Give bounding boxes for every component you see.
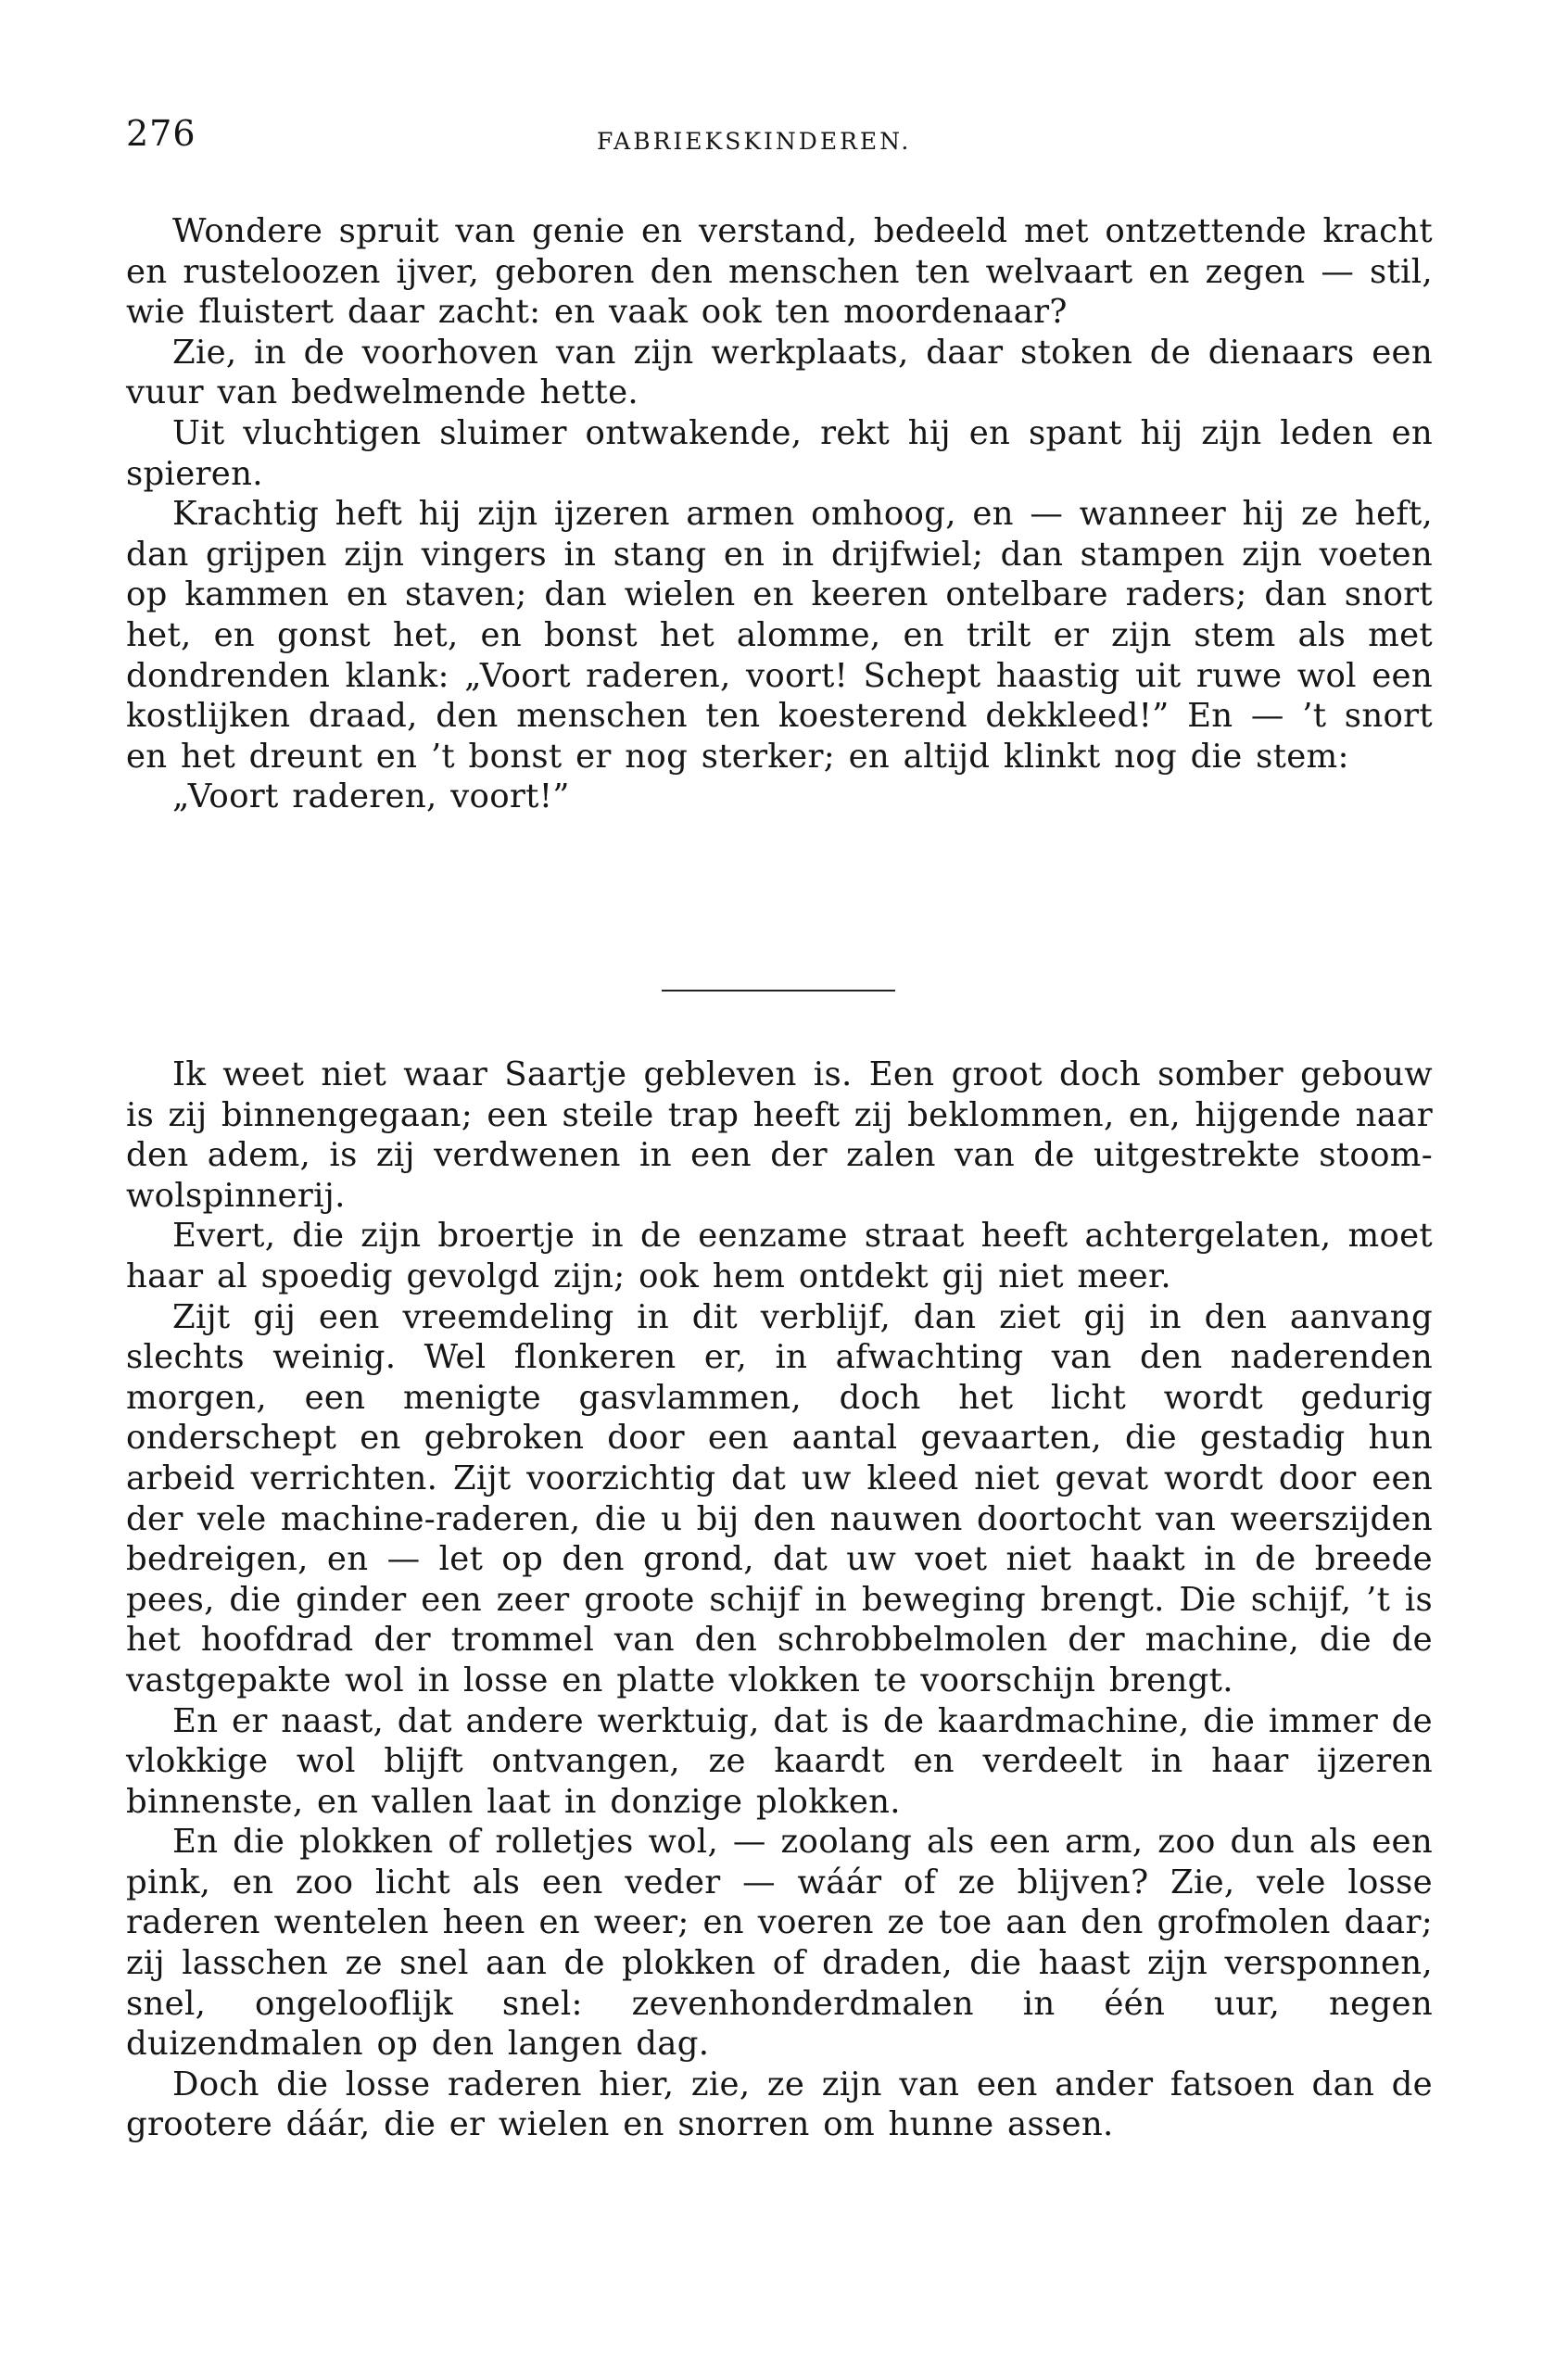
paragraph: En die plokken of rolletjes wol, — zoolang als een arm, zoo dun als een pink, en zoo licht als een veder — wáár of ze blijven? Zie, vele losse raderen wentelen heen en weer; en voeren ze toe aan den grofmolen daar; zij lasschen ze snel aan de plokken of draden, die haast zijn versponnen, snel, ongelooflijk snel: zevenhonderdmalen in één uur, negen duizendmalen op den langen dag. — [126, 1823, 1433, 2064]
paragraph: Zie, in de voorhoven van zijn werkplaats, daar stoken de dienaars een vuur van bedwelmende hette. — [126, 333, 1433, 412]
paragraph: Evert, die zijn broertje in de eenzame straat heeft achtergelaten, moet haar al spoedig gevolgd zijn; ook hem ontdekt gij niet meer. — [126, 1217, 1433, 1295]
closing-quote: „Voort raderen, voort!” — [172, 777, 570, 816]
paragraph: Krachtig heft hij zijn ijzeren armen omhoog, en — wanneer hij ze heft, dan grijpen zijn vingers in stang en in drijfwiel; dan stampen zijn voeten op kammen en staven; dan wielen en keeren ontelbare raders; dan snort het, en gonst het, en bonst het alomme, en trilt er zijn stem als met dondrenden klank: „Voort raderen, voort! Schept haastig uit ruwe wol een kostlijken draad, den menschen ten koesterend dekkleed!” En — ’t snort en het dreunt en ’t bonst er nog sterker; en altijd klinkt nog die stem: — [126, 495, 1433, 776]
paragraph: Ik weet niet waar Saartje gebleven is. Een groot doch somber gebouw is zij binnengegaan; een steile trap heeft zij beklommen, en, hijgende naar den adem, is zij verdwenen in een der zalen van de uitgestrekte stoom-wolspinnerij. — [126, 1055, 1433, 1215]
paragraph: Wondere spruit van genie en verstand, bedeeld met ontzettende kracht en rusteloozen ijver, geboren den menschen ten welvaart en zegen — stil, wie fluistert daar zacht: en vaak ook ten moordenaar? — [126, 212, 1433, 332]
paragraph: Doch die losse raderen hier, zie, ze zijn van een ander fatsoen dan de grootere dáár, die er wielen en snorren om hunne assen. — [126, 2065, 1433, 2144]
page-header — [126, 113, 1433, 159]
running-head: FABRIEKSKINDEREN. — [597, 128, 912, 155]
page-number: 276 — [126, 113, 196, 154]
section-factory-narrative — [126, 1055, 1433, 2145]
paragraph: En er naast, dat andere werktuig, dat is de kaardmachine, die immer de vlokkige wol blijft ontvangen, ze kaardt en verdeelt in haar ijzeren binnenste, en vallen laat in donzige plokken. — [126, 1701, 1433, 1821]
section-divider — [662, 990, 895, 992]
section-machine-poem — [126, 211, 1433, 817]
paragraph: Zijt gij een vreemdeling in dit verblijf, dan ziet gij in den aanvang slechts weinig. Wel flonkeren er, in afwachting van den naderenden morgen, een menigte gasvlammen, doch het licht wordt gedurig onderschept en gebroken door een aantal gevaarten, die gestadig hun arbeid verrichten. Zijt voorzichtig dat uw kleed niet gevat wordt door een der vele machine-raderen, die u bij den nauwen doortocht van weerszijden bedreigen, en — let op den grond, dat uw voet niet haakt in de breede pees, die ginder een zeer groote schijf in beweging brengt. Die schijf, ’t is het hoofdrad der trommel van den schrobbelmolen der machine, die de vastgepakte wol in losse en platte vlokken te voorschijn brengt. — [126, 1297, 1433, 1699]
paragraph: Uit vluchtigen sluimer ontwakende, rekt hij en spant hij zijn leden en spieren. — [126, 413, 1433, 493]
